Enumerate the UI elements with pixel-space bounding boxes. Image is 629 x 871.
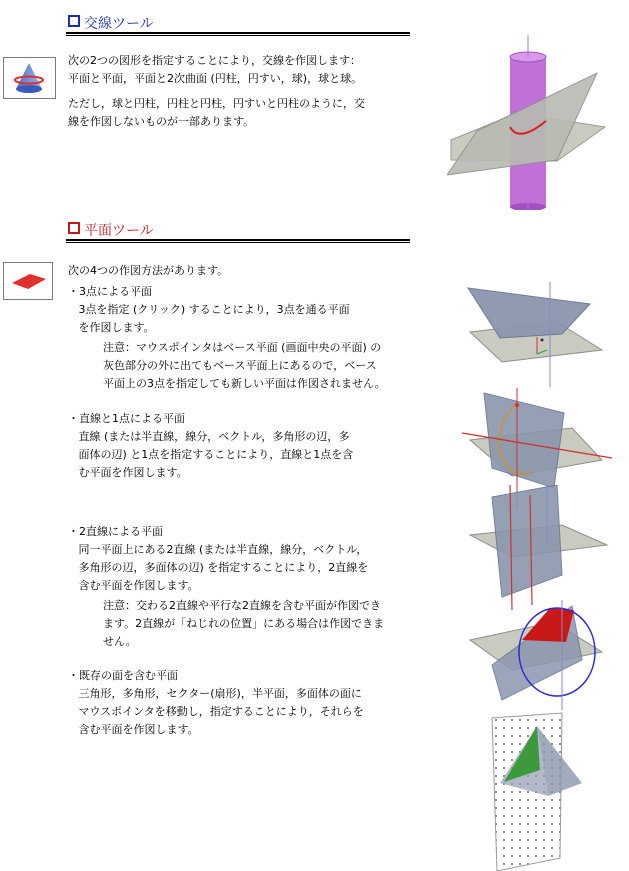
circle-and-triangle-plane-figure [462, 600, 612, 710]
heading-divider [66, 239, 410, 243]
method-line-and-point: ・直線と1点による平面 直線 (または半直線，線分，ベクトル，多角形の辺，多 面体の辺) と1点を指定することにより，直線と1点を含 む平面を作図します。 [68, 412, 354, 479]
two-lines-plane-figure [462, 485, 612, 610]
checkbox-square-icon [68, 222, 80, 234]
section-title: 平面ツール [84, 223, 154, 239]
three-point-plane-figure [462, 282, 612, 387]
intersection-description: 次の2つの図形を指定することにより，交線を作図します： 平面と平面，平面と2次曲面 (円柱，円すい，球)，球と球。 [68, 54, 363, 85]
method-three-points: ・3点による平面 3点を指定 (クリック) することにより，3点を通る平面 を作図します。 [68, 285, 350, 334]
method-three-points-note: 注意：マウスポインタはベース平面 (画面中央の平面) の 灰色部分の外に出てもベース平面上にあるので，ベース 平面上の3点を指定しても新しい平面は作図されません。 [103, 341, 386, 390]
section-title: 交線ツール [84, 16, 154, 32]
section-heading-plane-tool [68, 222, 154, 239]
method-two-lines: ・2直線による平面 同一平面上にある2直線 (または半直線，線分，ベクトル， 多角形の辺，多面体の辺) を指定することにより，2直線を 含む平面を作図します。 [68, 525, 369, 592]
plane-tool-icon-box[interactable] [3, 262, 53, 300]
red-plane-icon [4, 263, 52, 299]
method-two-lines-note: 注意：交わる2直線や平行な2直線を含む平面が作図でき ます。2直線が「ねじれの位置」にある場合は作図できま せん。 [103, 599, 385, 648]
intersection-exception-note: ただし，球と円柱，円柱と円柱，円すいと円柱のように，交 線を作図しないものが一部あります。 [68, 97, 365, 128]
intersection-tool-icon-box[interactable] [3, 57, 56, 99]
plane-tool-intro: 次の4つの作図方法があります。 [68, 264, 229, 277]
heading-divider [66, 32, 410, 36]
cone-plane-intersection-icon [4, 58, 55, 98]
dotted-plane-green-triangle-figure [452, 708, 612, 871]
checkbox-square-icon [68, 15, 80, 27]
section-heading-intersection-tool [68, 15, 154, 32]
cylinder-plane-intersection-figure [447, 35, 607, 210]
method-existing-face: ・既存の面を含む平面 三角形，多角形，セクター(扇形)，半平面，多面体の面に マウスポインタを移動し，指定することにより，それらを 含む平面を作図します。 [68, 669, 364, 736]
